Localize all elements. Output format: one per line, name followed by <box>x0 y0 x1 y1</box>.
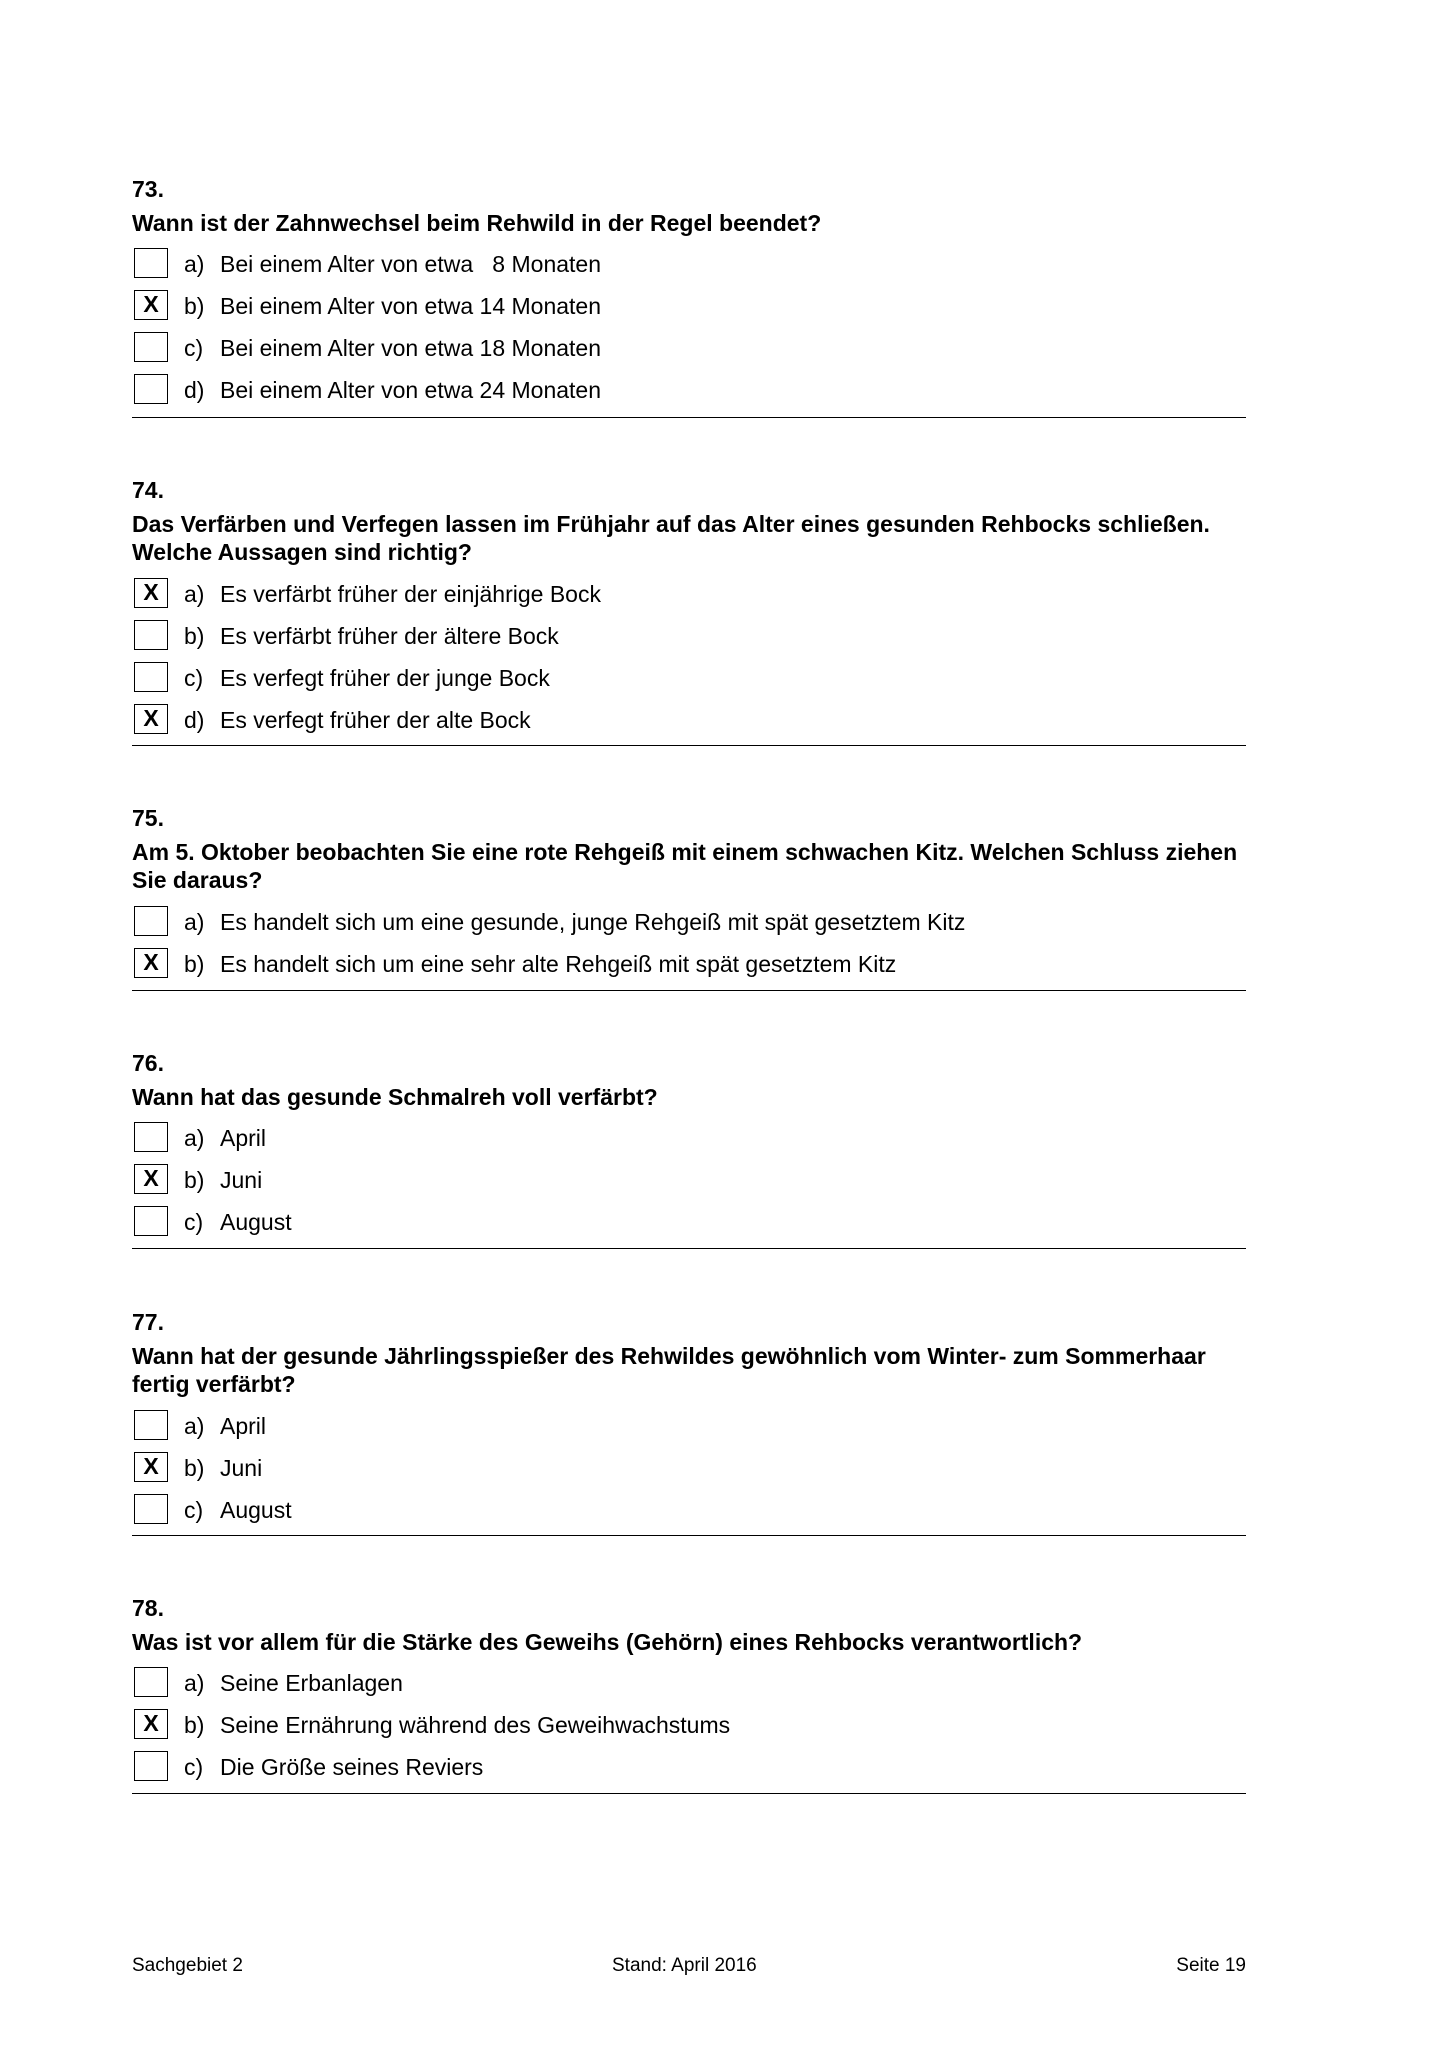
answer-checkbox[interactable] <box>134 1667 168 1697</box>
option-text: Es verfegt früher der alte Bock <box>220 707 531 733</box>
answer-checkbox[interactable]: X <box>134 578 168 608</box>
option-text: April <box>220 1413 267 1439</box>
option-text: Juni <box>220 1167 263 1193</box>
option-text: August <box>220 1209 292 1235</box>
option-letter: b) <box>184 293 205 319</box>
option-text: Seine Ernährung während des Geweihwachstums <box>220 1712 731 1738</box>
option-letter: a) <box>184 1413 205 1439</box>
option-letter: b) <box>184 951 205 977</box>
answer-option <box>134 290 1234 324</box>
option-letter: d) <box>184 707 205 733</box>
question-text: Das Verfärben und Verfegen lassen im Frühjahr auf das Alter eines gesunden Rehbocks schließen. Welche Aussagen sind richtig? <box>132 511 1210 565</box>
question-number: 75. <box>132 805 164 831</box>
answer-option <box>134 704 1234 738</box>
question-number: 76. <box>132 1050 164 1076</box>
option-letter: c) <box>184 1497 204 1523</box>
option-text: April <box>220 1125 267 1151</box>
answer-option <box>134 620 1234 654</box>
option-text: Es verfärbt früher der ältere Bock <box>220 623 559 649</box>
option-letter: a) <box>184 1670 205 1696</box>
option-letter: c) <box>184 665 204 691</box>
footer-right: Seite 19 <box>1176 1955 1246 1976</box>
answer-option <box>134 948 1234 982</box>
question-text: Wann hat das gesunde Schmalreh voll verfärbt? <box>132 1084 658 1110</box>
answer-checkbox[interactable] <box>134 620 168 650</box>
question-text: Am 5. Oktober beobachten Sie eine rote Rehgeiß mit einem schwachen Kitz. Welchen Schluss ziehen Sie daraus? <box>132 839 1238 893</box>
answer-option <box>134 1410 1234 1444</box>
option-text: Es verfegt früher der junge Bock <box>220 665 550 691</box>
option-text: Bei einem Alter von etwa 24 Monaten <box>220 377 602 403</box>
option-letter: c) <box>184 335 204 361</box>
answer-checkbox[interactable] <box>134 1494 168 1524</box>
question-text: Wann ist der Zahnwechsel beim Rehwild in der Regel beendet? <box>132 210 822 236</box>
divider <box>132 1793 1246 1794</box>
answer-option <box>134 1206 1234 1240</box>
question-number: 78. <box>132 1595 164 1621</box>
option-text: Es handelt sich um eine sehr alte Rehgeiß mit spät gesetztem Kitz <box>220 951 897 977</box>
answer-option <box>134 662 1234 696</box>
option-letter: a) <box>184 909 205 935</box>
option-text: Bei einem Alter von etwa 18 Monaten <box>220 335 602 361</box>
divider <box>132 745 1246 746</box>
option-letter: a) <box>184 251 205 277</box>
answer-checkbox[interactable] <box>134 1410 168 1440</box>
answer-option <box>134 1122 1234 1156</box>
option-text: Die Größe seines Reviers <box>220 1754 484 1780</box>
question-number: 74. <box>132 477 164 503</box>
option-text: August <box>220 1497 292 1523</box>
answer-option <box>134 578 1234 612</box>
answer-option <box>134 1164 1234 1198</box>
divider <box>132 417 1246 418</box>
answer-checkbox[interactable]: X <box>134 704 168 734</box>
answer-checkbox[interactable] <box>134 906 168 936</box>
answer-checkbox[interactable] <box>134 1751 168 1781</box>
answer-option <box>134 1667 1234 1701</box>
option-letter: a) <box>184 581 205 607</box>
divider <box>132 990 1246 991</box>
answer-checkbox[interactable] <box>134 332 168 362</box>
option-letter: b) <box>184 1455 205 1481</box>
answer-option <box>134 374 1234 408</box>
question-text: Wann hat der gesunde Jährlingsspießer des Rehwildes gewöhnlich vom Winter- zum Sommerhaar fertig verfärbt? <box>132 1343 1206 1397</box>
divider <box>132 1535 1246 1536</box>
answer-checkbox[interactable]: X <box>134 1164 168 1194</box>
answer-checkbox[interactable] <box>134 248 168 278</box>
answer-option <box>134 906 1234 940</box>
question-text: Was ist vor allem für die Stärke des Geweihs (Gehörn) eines Rehbocks verantwortlich? <box>132 1629 1083 1655</box>
answer-checkbox[interactable]: X <box>134 1709 168 1739</box>
option-letter: c) <box>184 1209 204 1235</box>
answer-option <box>134 332 1234 366</box>
option-letter: a) <box>184 1125 205 1151</box>
option-letter: d) <box>184 377 205 403</box>
option-letter: b) <box>184 1712 205 1738</box>
answer-checkbox[interactable] <box>134 662 168 692</box>
option-text: Juni <box>220 1455 263 1481</box>
answer-checkbox[interactable]: X <box>134 290 168 320</box>
answer-option <box>134 1494 1234 1528</box>
answer-checkbox[interactable]: X <box>134 1452 168 1482</box>
option-text: Bei einem Alter von etwa 14 Monaten <box>220 293 602 319</box>
footer-center: Stand: April 2016 <box>612 1955 757 1976</box>
option-letter: b) <box>184 1167 205 1193</box>
answer-option <box>134 248 1234 282</box>
answer-option <box>134 1751 1234 1785</box>
question-number: 73. <box>132 176 164 202</box>
divider <box>132 1248 1246 1249</box>
footer-left: Sachgebiet 2 <box>132 1955 243 1976</box>
answer-checkbox[interactable] <box>134 1206 168 1236</box>
option-text: Es verfärbt früher der einjährige Bock <box>220 581 601 607</box>
option-text: Bei einem Alter von etwa 8 Monaten <box>220 251 601 277</box>
answer-checkbox[interactable] <box>134 1122 168 1152</box>
question-number: 77. <box>132 1309 164 1335</box>
option-text: Seine Erbanlagen <box>220 1670 403 1696</box>
option-letter: b) <box>184 623 205 649</box>
option-letter: c) <box>184 1754 204 1780</box>
answer-checkbox[interactable]: X <box>134 948 168 978</box>
answer-option <box>134 1709 1234 1743</box>
answer-option <box>134 1452 1234 1486</box>
option-text: Es handelt sich um eine gesunde, junge Rehgeiß mit spät gesetztem Kitz <box>220 909 966 935</box>
answer-checkbox[interactable] <box>134 374 168 404</box>
